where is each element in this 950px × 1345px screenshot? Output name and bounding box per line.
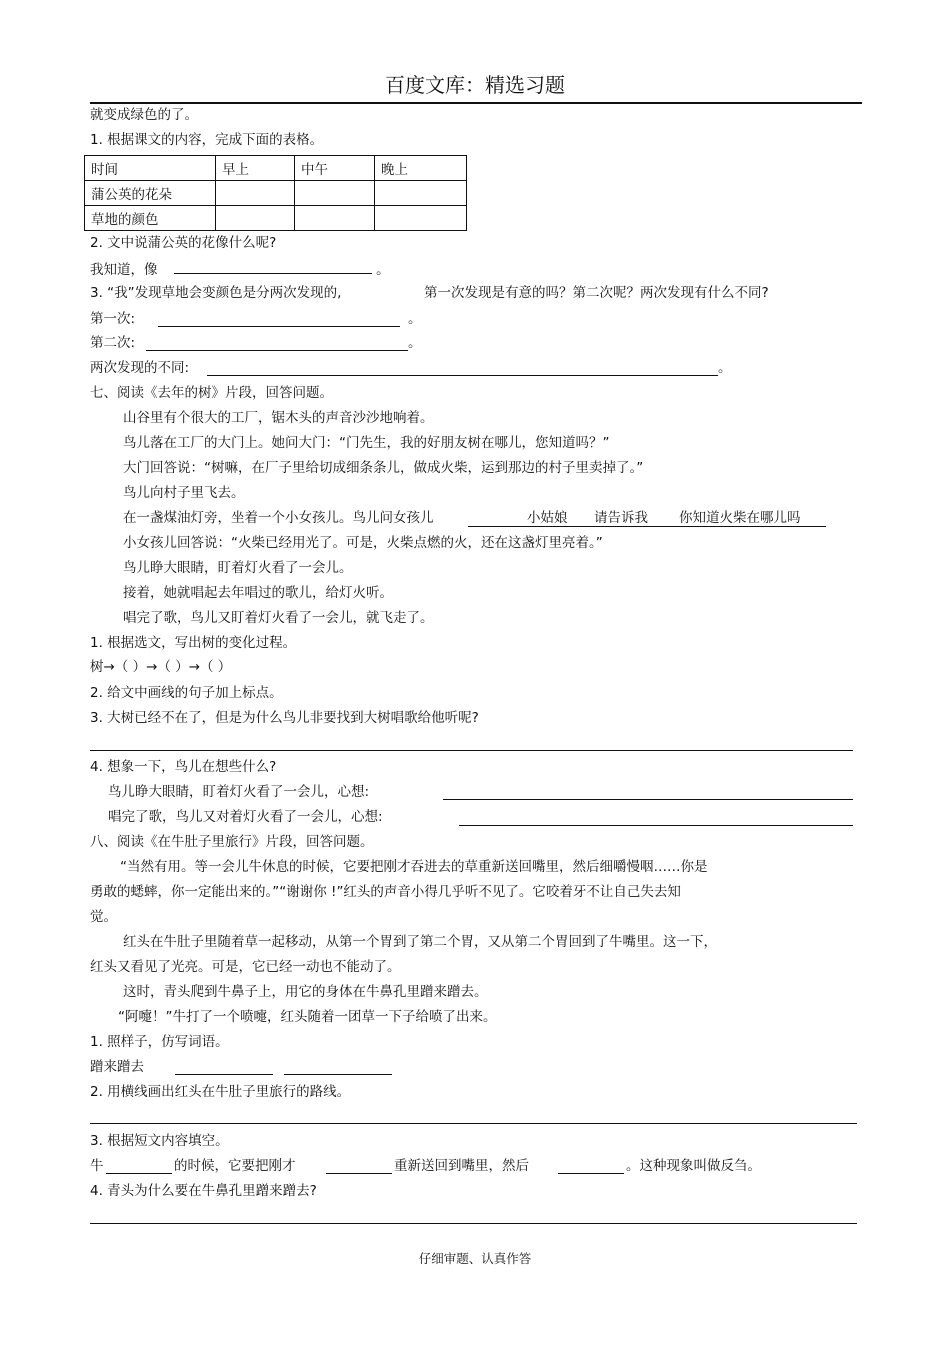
question-7-3: 3. 大树已经不在了，但是为什么鸟儿非要找到大树唱歌给他听呢? [90,710,479,726]
page-footer: 仔细审题、认真作答 [418,1251,532,1266]
fill-in-a: 牛 [90,1158,104,1174]
answer-line-8-4[interactable] [90,1223,857,1224]
question-7-2: 2. 给文中画线的句子加上标点。 [90,685,283,701]
question-7-1: 1. 根据选文，写出树的变化过程。 [90,635,297,651]
header-divider [90,102,862,104]
question-8-3: 3. 根据短文内容填空。 [90,1133,229,1149]
passage-paragraph: “当然有用。等一会儿牛休息的时候，它要把刚才吞进去的草重新送回嘴里，然后细嚼慢咽……你是 [120,859,708,875]
answer-prefix: 我知道，像 [90,262,158,278]
answer-line-7-3[interactable] [90,750,853,751]
underlined-phrase: 你知道火柴在哪儿吗 [679,510,801,526]
table-cell-blank[interactable] [295,181,375,206]
punctuation: 。 [376,262,390,278]
answer-blank-8-3a[interactable] [106,1173,172,1174]
second-label: 第二次: [90,335,136,351]
answer-line-7-4b[interactable] [459,825,853,826]
passage-paragraph: 鸟儿睁大眼睛，盯着灯火看了一会儿。 [123,560,353,576]
section-8-title: 八、阅读《在牛肚子里旅行》片段，回答问题。 [90,834,374,850]
table-header-cell: 早上 [216,156,295,181]
fill-in-d: 。这种现象叫做反刍。 [626,1158,761,1174]
section-7-title: 七、阅读《去年的树》片段，回答问题。 [90,385,333,401]
question-2: 2. 文中说蒲公英的花像什么呢? [90,235,277,251]
passage-paragraph: 红头又看见了光亮。可是，它已经一动也不能动了。 [90,959,401,975]
sentence-underline [468,526,826,527]
table-header-cell: 晚上 [375,156,467,181]
table-cell: 蒲公英的花朵 [85,181,216,206]
first-label: 第一次: [90,311,136,327]
table-row [85,206,467,231]
punctuation: 。 [408,311,422,327]
table-row [85,181,467,206]
punctuation: 。 [718,360,732,376]
answer-table [84,155,467,231]
passage-paragraph: “阿嚏！”牛打了一个喷嚏，红头随着一团草一下子给喷了出来。 [118,1009,497,1025]
question-8-4: 4. 青头为什么要在牛鼻孔里蹭来蹭去? [90,1183,317,1199]
prompt-7-4a: 鸟儿睁大眼睛，盯着灯火看了一会儿，心想: [108,784,370,800]
table-header-row [85,156,467,181]
question-3-part-a: 3. “我”发现草地会变颜色是分两次发现的, [90,285,342,301]
punctuation: 。 [408,335,422,351]
answer-blank-8-3c[interactable] [558,1173,624,1174]
table-cell-blank[interactable] [295,206,375,231]
passage-paragraph: 山谷里有个很大的工厂，锯木头的声音沙沙地响着。 [123,410,434,426]
passage-paragraph: 鸟儿落在工厂的大门上。她问大门：“门先生，我的好朋友树在哪儿，您知道吗？” [123,435,610,451]
answer-blank-8-3b[interactable] [326,1173,392,1174]
fill-in-c: 重新送回到嘴里，然后 [394,1158,529,1174]
change-chain: 树→（ ）→（ ）→（ ） [90,659,232,675]
text-line: 就变成绿色的了。 [90,107,198,123]
answer-blank-word-2[interactable] [284,1074,392,1075]
answer-line-q2 [90,259,390,279]
table-cell: 草地的颜色 [85,206,216,231]
question-7-4: 4. 想象一下，鸟儿在想些什么? [90,759,277,775]
prompt-7-4b: 唱完了歌，鸟儿又对着灯火看了一会儿，心想: [108,809,383,825]
passage-paragraph: 鸟儿向村子里飞去。 [123,485,245,501]
fill-in-b: 的时候，它要把刚才 [174,1158,296,1174]
table-cell-blank[interactable] [375,181,467,206]
answer-line-8-2[interactable] [90,1123,857,1124]
passage-paragraph: 红头在牛肚子里随着草一起移动，从第一个胃到了第二个胃，又从第二个胃回到了牛嘴里。这一下， [123,934,717,950]
passage-paragraph: 勇敢的蟋蟀，你一定能出来的。”“谢谢你 !”红头的声音小得几乎听不见了。它咬着牙不让自己失去知 [90,884,681,900]
answer-blank-difference[interactable] [207,375,718,376]
question-1: 1. 根据课文的内容，完成下面的表格。 [90,132,324,148]
table-header-cell: 中午 [295,156,375,181]
question-8-2: 2. 用横线画出红头在牛肚子里旅行的路线。 [90,1084,351,1100]
question-3-part-b: 第一次发现是有意的吗？第二次呢？两次发现有什么不同? [424,285,769,301]
answer-blank-first[interactable] [158,326,400,327]
example-word: 蹭来蹭去 [90,1059,144,1075]
passage-paragraph: 小女孩儿回答说：“火柴已经用光了。可是，火柴点燃的火，还在这盏灯里亮着。” [123,535,603,551]
passage-paragraph: 觉。 [90,909,117,925]
answer-blank-second[interactable] [146,350,408,351]
table-cell-blank[interactable] [216,206,295,231]
table-header-cell: 时间 [85,156,216,181]
underlined-phrase: 请告诉我 [594,510,648,526]
passage-paragraph: 接着，她就唱起去年唱过的歌儿，给灯火听。 [123,585,393,601]
answer-blank[interactable] [174,259,372,274]
underlined-phrase: 小姑娘 [527,510,568,526]
passage-paragraph: 大门回答说：“树嘛，在厂子里给切成细条条儿，做成火柴，运到那边的村子里卖掉了。” [123,460,644,476]
table-cell-blank[interactable] [216,181,295,206]
answer-blank-word-1[interactable] [175,1074,273,1075]
passage-paragraph: 在一盏煤油灯旁，坐着一个小女孩儿。鸟儿问女孩儿 [123,510,434,526]
table-cell-blank[interactable] [375,206,467,231]
question-8-1: 1. 照样子，仿写词语。 [90,1034,229,1050]
passage-paragraph: 唱完了歌，鸟儿又盯着灯火看了一会儿，就飞走了。 [123,610,434,626]
page-title: 百度文库：精选习题 [385,73,565,97]
difference-label: 两次发现的不同: [90,360,190,376]
answer-line-7-4a[interactable] [443,799,853,800]
passage-paragraph: 这时，青头爬到牛鼻子上，用它的身体在牛鼻孔里蹭来蹭去。 [123,984,488,1000]
